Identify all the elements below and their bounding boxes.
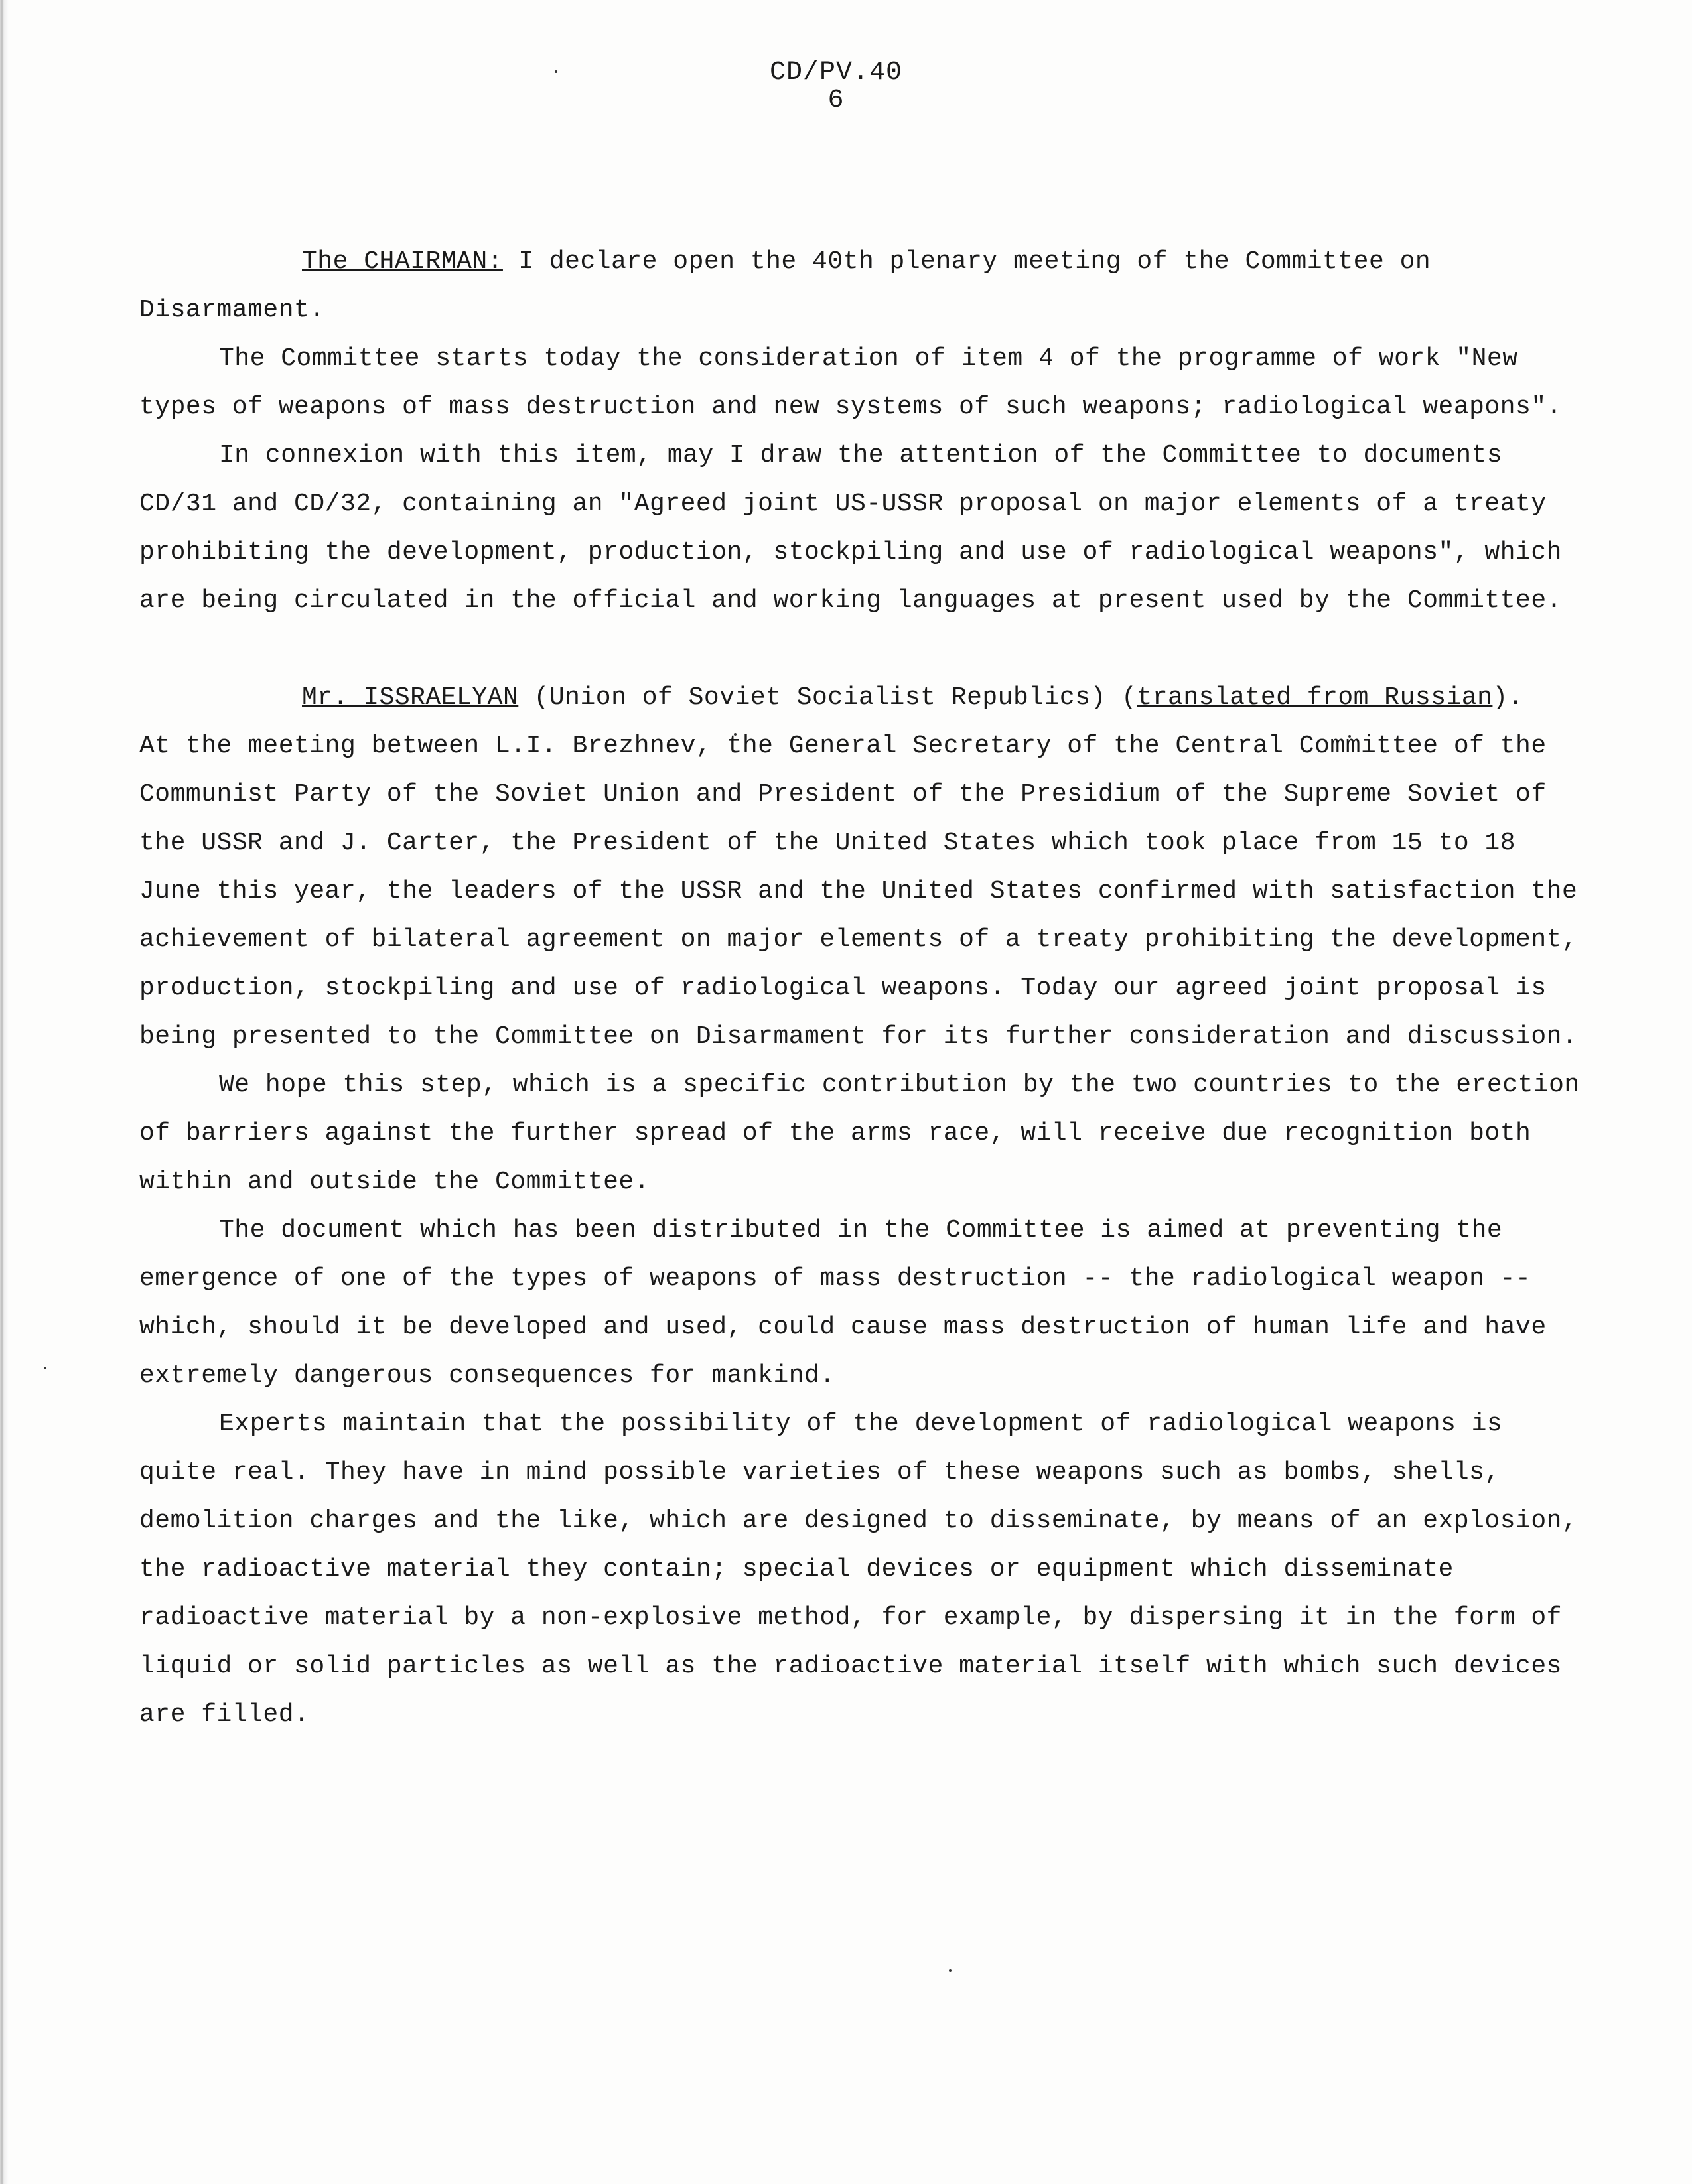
scan-speck [555, 70, 557, 73]
israelyan-paragraph: At the meeting between L.I. Brezhnev, the General Secretary of the Central Committee of the Communist Party of the Soviet Union and President of the Presidium of the Supreme Soviet of the USSR and J. Carter, the President of the United States which took place from 15 to 18 June this year, the leaders of the USSR and the United States confirmed with satisfaction the achievement of bilateral agreement on major elements of a treaty prohibiting the development, production, stockpiling and use of radiological weapons. Today our agreed joint proposal is being presented to the Committee on Disarmament for its further consideration and discussion. [139, 732, 1578, 1051]
israelyan-paragraph: We hope this step, which is a specific contribution by the two countries to the erection of barriers against the further spread of the arms race, will receive due recognition both within and outside the Committee. [139, 1071, 1580, 1196]
chairman-text: I declare open the 40th plenary meeting of the Committee on Disarmament. [139, 247, 1431, 324]
scan-speck [44, 1367, 46, 1369]
speaker-affiliation: (Union of Soviet Socialist Republics) ( [518, 683, 1137, 712]
speaker-israelyan: Mr. ISSRAELYAN [302, 683, 519, 712]
translation-note-close: ). [1492, 683, 1524, 712]
israelyan-paragraph: Experts maintain that the possibility of the development of radiological weapons is quite real. They have in mind possible varieties of these weapons such as bombs, shells, demolition charges and the like, which are designed to disseminate, by means of an explosion, the radioactive material they contain; special devices or equipment which disseminate radioactive material by a non-explosive method, for example, by dispersing it in the form of liquid or solid particles as well as the radioactive material itself with which such devices are filled. [139, 1410, 1578, 1729]
israelyan-paragraph: The document which has been distributed in the Committee is aimed at preventing the emergence of one of the types of weapons of mass destruction -- the radiological weapon -- which, should it be developed and used, could cause mass destruction of human life and have extremely dangerous consequences for mankind. [139, 1216, 1547, 1390]
translation-note: translated from Russian [1137, 683, 1493, 712]
chairman-paragraph: The Committee starts today the consideration of item 4 of the programme of work "New types of weapons of mass destruction and new systems of such weapons; radiological weapons". [139, 344, 1562, 421]
scan-edge [0, 0, 9, 2184]
scan-speck [949, 1969, 952, 1972]
page-number: 6 [827, 86, 845, 115]
paragraph-gap [139, 625, 1592, 673]
chairman-statement-opening [139, 238, 1592, 334]
israelyan-statement-opening [139, 673, 1592, 722]
chairman-paragraph: In connexion with this item, may I draw the attention of the Committee to documents CD/31 and CD/32, containing an "Agreed joint US-USSR proposal on major elements of a treaty prohibiting the development, production, stockpiling and use of radiological weapons", which are being circulated in the official and working languages at present used by the Committee. [139, 441, 1562, 615]
page-header [770, 57, 902, 117]
document-symbol: CD/PV.40 [770, 58, 903, 88]
document-body [139, 238, 1592, 1739]
speaker-chairman: The CHAIRMAN: [302, 247, 503, 276]
